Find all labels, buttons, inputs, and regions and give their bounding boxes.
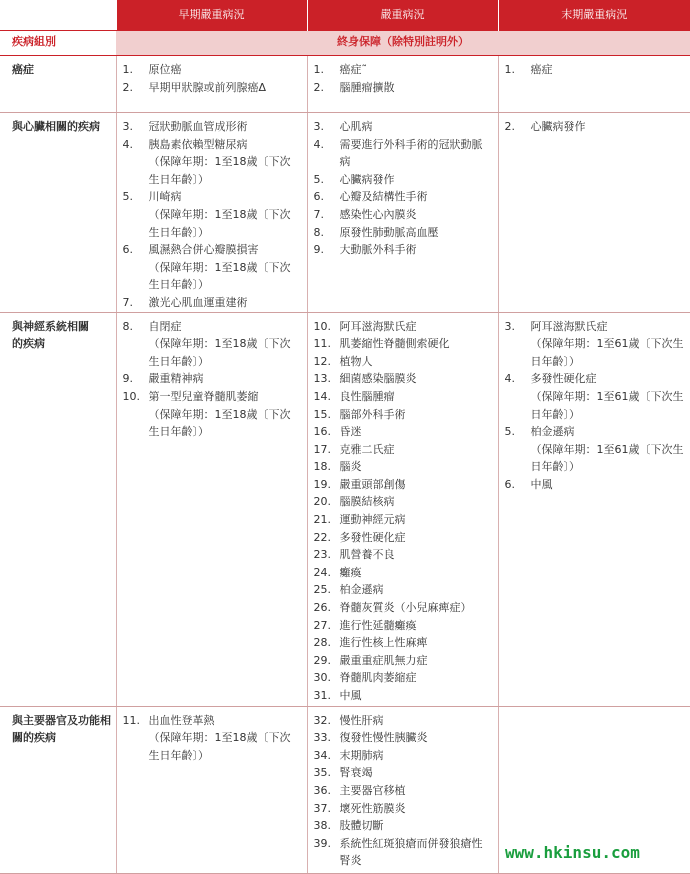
early-list xyxy=(123,712,301,765)
item-text: 柏金遜病 xyxy=(530,425,575,439)
item-text: 嚴重重症肌無力症 xyxy=(339,653,428,667)
item-note: （保障年期：1至61歲〔下次生日年齡〕） xyxy=(530,337,684,368)
item-text: 腎衰竭 xyxy=(339,766,373,780)
item-number: 29. xyxy=(313,653,331,667)
early-cell xyxy=(116,113,307,313)
item-number: 6. xyxy=(122,243,133,257)
item-text: 心臟病發作 xyxy=(530,120,586,133)
item-number: 3. xyxy=(122,120,133,133)
list-item xyxy=(123,79,301,97)
major-list xyxy=(314,318,492,705)
category-text: 與心臟相關的疾病 xyxy=(12,120,100,133)
item-text: 嚴重頭部創傷 xyxy=(339,477,406,491)
item-number: 2. xyxy=(313,80,324,94)
list-item xyxy=(314,61,492,79)
list-item xyxy=(314,617,492,635)
item-text: 冠狀動脈血管成形術 xyxy=(148,120,248,133)
item-number: 4. xyxy=(122,137,133,151)
item-note: （保障年期：1至18歲〔下次生日年齡〕） xyxy=(148,337,291,368)
list-item xyxy=(123,188,301,241)
item-number: 1. xyxy=(313,63,324,76)
item-note: （保障年期：1至18歲〔下次生日年齡〕） xyxy=(148,260,291,292)
item-text: 癱瘓 xyxy=(339,565,362,579)
list-item xyxy=(505,61,685,79)
item-number: 10. xyxy=(122,389,140,403)
list-item xyxy=(314,406,492,424)
item-number: 5. xyxy=(122,190,133,204)
item-number: 21. xyxy=(313,513,331,527)
list-item xyxy=(123,61,301,79)
list-item xyxy=(314,835,492,870)
item-number: 5. xyxy=(504,425,515,439)
item-number: 32. xyxy=(313,713,331,727)
list-item xyxy=(314,241,492,259)
item-number: 38. xyxy=(313,819,331,833)
item-text: 早期甲狀腺或前列腺癌Δ xyxy=(148,80,267,94)
list-item xyxy=(123,318,301,371)
major-list xyxy=(314,118,492,259)
item-text: 需要進行外科手術的冠狀動脈病 xyxy=(339,137,483,169)
list-item xyxy=(314,599,492,617)
item-number: 8. xyxy=(122,319,133,333)
item-text: 阿耳滋海默氏症 xyxy=(339,319,417,333)
item-text: 激光心肌血運重建術 xyxy=(148,295,248,309)
category-text: 與神經系統相關的疾病 xyxy=(12,319,89,351)
list-item xyxy=(314,546,492,564)
item-number: 11. xyxy=(122,713,140,727)
item-number: 23. xyxy=(313,548,331,562)
item-note: （保障年期：1至61歲〔下次生日年齡〕） xyxy=(530,442,684,474)
list-item xyxy=(505,318,685,371)
item-text: 慢性肝病 xyxy=(339,713,384,727)
major-cell xyxy=(307,113,498,313)
item-number: 3. xyxy=(313,120,324,133)
item-text: 多發性硬化症 xyxy=(530,372,597,386)
item-number: 13. xyxy=(313,372,331,386)
item-number: 1. xyxy=(504,63,515,76)
item-note: （保障年期：1至18歲〔下次生日年齡〕） xyxy=(148,731,291,762)
item-number: 16. xyxy=(313,425,331,439)
list-item xyxy=(314,423,492,441)
item-text: 昏迷 xyxy=(339,425,362,439)
category-label: 癌症 xyxy=(0,56,116,113)
category-label xyxy=(0,706,116,873)
item-text: 運動神經元病 xyxy=(339,513,406,527)
item-text: 植物人 xyxy=(339,354,373,368)
item-text: 中風 xyxy=(530,477,553,491)
list-item xyxy=(314,529,492,547)
list-item xyxy=(314,458,492,476)
list-item xyxy=(314,335,492,353)
item-number: 37. xyxy=(313,801,331,815)
group-value: 終身保障（除特別註明外） xyxy=(116,31,690,56)
item-text: 脊髓肌肉萎縮症 xyxy=(339,671,417,685)
item-number: 9. xyxy=(313,243,324,257)
item-text: 腦腫瘤擴散 xyxy=(339,80,395,94)
late-cell xyxy=(498,113,690,313)
item-text: 自閉症 xyxy=(148,319,182,333)
major-cell xyxy=(307,706,498,873)
item-text: 風濕熱合併心瓣膜損害 xyxy=(148,243,259,257)
item-note: （保障年期：1至18歲〔下次生日年齡〕） xyxy=(148,155,291,186)
list-item xyxy=(314,441,492,459)
item-number: 27. xyxy=(313,618,331,632)
item-text: 壞死性筋膜炎 xyxy=(339,801,406,815)
item-note: （保障年期：1至18歲〔下次生日年齡〕） xyxy=(148,407,291,439)
list-item xyxy=(314,188,492,206)
major-cell xyxy=(307,312,498,706)
header-major: 嚴重病況 xyxy=(307,0,498,31)
list-item xyxy=(314,79,492,97)
item-number: 17. xyxy=(313,442,331,456)
item-text: 系統性紅斑狼瘡而併發狼瘡性腎炎 xyxy=(339,836,483,868)
list-item xyxy=(314,224,492,242)
item-number: 7. xyxy=(313,207,324,221)
item-number: 30. xyxy=(313,671,331,685)
category-label xyxy=(0,312,116,706)
list-item xyxy=(123,118,301,136)
row-heart xyxy=(0,113,690,313)
major-cell xyxy=(307,56,498,113)
list-item xyxy=(314,634,492,652)
item-text: 癌症 xyxy=(530,63,553,76)
item-number: 6. xyxy=(313,190,324,204)
item-number: 11. xyxy=(313,337,331,351)
list-item xyxy=(314,493,492,511)
header-late: 末期嚴重病況 xyxy=(498,0,690,31)
item-text: 多發性硬化症 xyxy=(339,530,406,544)
item-number: 39. xyxy=(313,836,331,850)
list-item xyxy=(314,353,492,371)
list-item xyxy=(505,118,685,136)
category-label xyxy=(0,113,116,313)
item-number: 3. xyxy=(504,319,515,333)
list-item xyxy=(314,564,492,582)
item-number: 7. xyxy=(122,295,133,309)
list-item xyxy=(314,206,492,224)
list-item xyxy=(505,370,685,423)
item-text: 心肌病 xyxy=(339,120,373,133)
list-item xyxy=(123,241,301,294)
item-text: 肌營養不良 xyxy=(339,548,395,562)
item-number: 8. xyxy=(313,225,324,239)
watermark: www.hkinsu.com xyxy=(505,843,640,862)
item-number: 5. xyxy=(313,172,324,186)
list-item xyxy=(314,764,492,782)
list-item xyxy=(123,136,301,189)
list-item xyxy=(314,511,492,529)
item-text: 末期肺病 xyxy=(339,748,384,762)
item-number: 20. xyxy=(313,495,331,509)
item-number: 1. xyxy=(122,63,133,76)
header-blank-cell xyxy=(0,0,116,31)
list-item xyxy=(314,652,492,670)
item-number: 6. xyxy=(504,477,515,491)
list-item xyxy=(314,782,492,800)
item-text: 原位癌 xyxy=(148,63,182,76)
item-text: 腦部外科手術 xyxy=(339,407,406,421)
group-row xyxy=(0,31,690,56)
item-text: 進行性核上性麻痺 xyxy=(339,636,428,650)
row-cancer xyxy=(0,56,690,113)
list-item xyxy=(314,747,492,765)
item-text: 心瓣及結構性手術 xyxy=(339,190,428,204)
item-text: 腦膜結核病 xyxy=(339,495,395,509)
early-list xyxy=(123,61,301,96)
item-number: 2. xyxy=(122,80,133,94)
item-text: 細菌感染腦膜炎 xyxy=(339,372,417,386)
item-text: 川崎病 xyxy=(148,190,182,204)
item-text: 中風 xyxy=(339,689,362,702)
item-text: 第一型兒童脊髓肌萎縮 xyxy=(148,389,259,403)
list-item xyxy=(123,370,301,388)
early-cell xyxy=(116,56,307,113)
item-text: 嚴重精神病 xyxy=(148,372,204,386)
item-number: 19. xyxy=(313,477,331,491)
list-item xyxy=(123,294,301,312)
list-item xyxy=(314,669,492,687)
item-number: 31. xyxy=(313,689,331,702)
item-text: 柏金遜病 xyxy=(339,583,384,597)
item-number: 2. xyxy=(504,120,515,133)
item-text: 感染性心內膜炎 xyxy=(339,207,417,221)
item-text: 原發性肺動脈高血壓 xyxy=(339,225,439,239)
major-list xyxy=(314,712,492,870)
item-text: 心臟病發作 xyxy=(339,172,395,186)
item-text: 良性腦腫瘤 xyxy=(339,389,395,403)
list-item xyxy=(505,476,685,494)
item-text: 克雅二氏症 xyxy=(339,442,395,456)
late-list xyxy=(505,61,685,79)
list-item xyxy=(314,817,492,835)
list-item xyxy=(314,118,492,136)
item-text: 肢體切斷 xyxy=(339,819,384,833)
list-item xyxy=(314,318,492,336)
item-number: 4. xyxy=(504,372,515,386)
list-item xyxy=(505,423,685,476)
item-number: 9. xyxy=(122,372,133,386)
item-number: 36. xyxy=(313,783,331,797)
item-note: （保障年期：1至61歲〔下次生日年齡〕） xyxy=(530,389,684,421)
item-number: 26. xyxy=(313,601,331,615)
list-item xyxy=(314,388,492,406)
late-list xyxy=(505,118,685,136)
list-item xyxy=(314,171,492,189)
item-text: 復發性慢性胰臟炎 xyxy=(339,731,428,745)
item-number: 4. xyxy=(313,137,324,151)
list-item xyxy=(314,729,492,747)
early-cell xyxy=(116,706,307,873)
item-number: 10. xyxy=(313,319,331,333)
list-item xyxy=(123,712,301,765)
item-text: 阿耳滋海默氏症 xyxy=(530,319,608,333)
group-label: 疾病組別 xyxy=(0,31,116,56)
list-item xyxy=(314,687,492,705)
item-text: 進行性延髓癱瘓 xyxy=(339,618,417,632)
category-text: 與主要器官及功能相關的疾病 xyxy=(12,713,111,745)
item-text: 胰島素依賴型糖尿病 xyxy=(148,137,248,151)
item-number: 25. xyxy=(313,583,331,597)
item-number: 18. xyxy=(313,460,331,474)
list-item xyxy=(314,712,492,730)
major-list xyxy=(314,61,492,96)
item-text: 出血性登革熱 xyxy=(148,713,215,727)
late-list xyxy=(505,318,685,494)
item-text: 腦炎 xyxy=(339,460,362,474)
item-number: 22. xyxy=(313,530,331,544)
list-item xyxy=(314,581,492,599)
item-number: 33. xyxy=(313,731,331,745)
early-list xyxy=(123,118,301,312)
early-cell xyxy=(116,312,307,706)
item-number: 15. xyxy=(313,407,331,421)
item-number: 12. xyxy=(313,354,331,368)
early-list xyxy=(123,318,301,441)
list-item xyxy=(123,388,301,441)
row-neuro xyxy=(0,312,690,706)
item-number: 34. xyxy=(313,748,331,762)
item-number: 24. xyxy=(313,565,331,579)
item-number: 28. xyxy=(313,636,331,650)
late-cell xyxy=(498,312,690,706)
item-note: （保障年期：1至18歲〔下次生日年齡〕） xyxy=(148,207,291,239)
list-item xyxy=(314,370,492,388)
late-cell xyxy=(498,56,690,113)
item-text: 脊髓灰質炎（小兒麻痺症） xyxy=(339,601,472,615)
item-text: 大動脈外科手術 xyxy=(339,243,417,257)
header-early: 早期嚴重病況 xyxy=(116,0,307,31)
item-text: 肌萎縮性脊髓側索硬化 xyxy=(339,337,450,351)
list-item xyxy=(314,800,492,818)
item-text: 癌症˜ xyxy=(339,63,367,76)
item-number: 35. xyxy=(313,766,331,780)
item-number: 14. xyxy=(313,389,331,403)
list-item xyxy=(314,476,492,494)
list-item xyxy=(314,136,492,171)
item-text: 主要器官移植 xyxy=(339,783,406,797)
header-row xyxy=(0,0,690,31)
